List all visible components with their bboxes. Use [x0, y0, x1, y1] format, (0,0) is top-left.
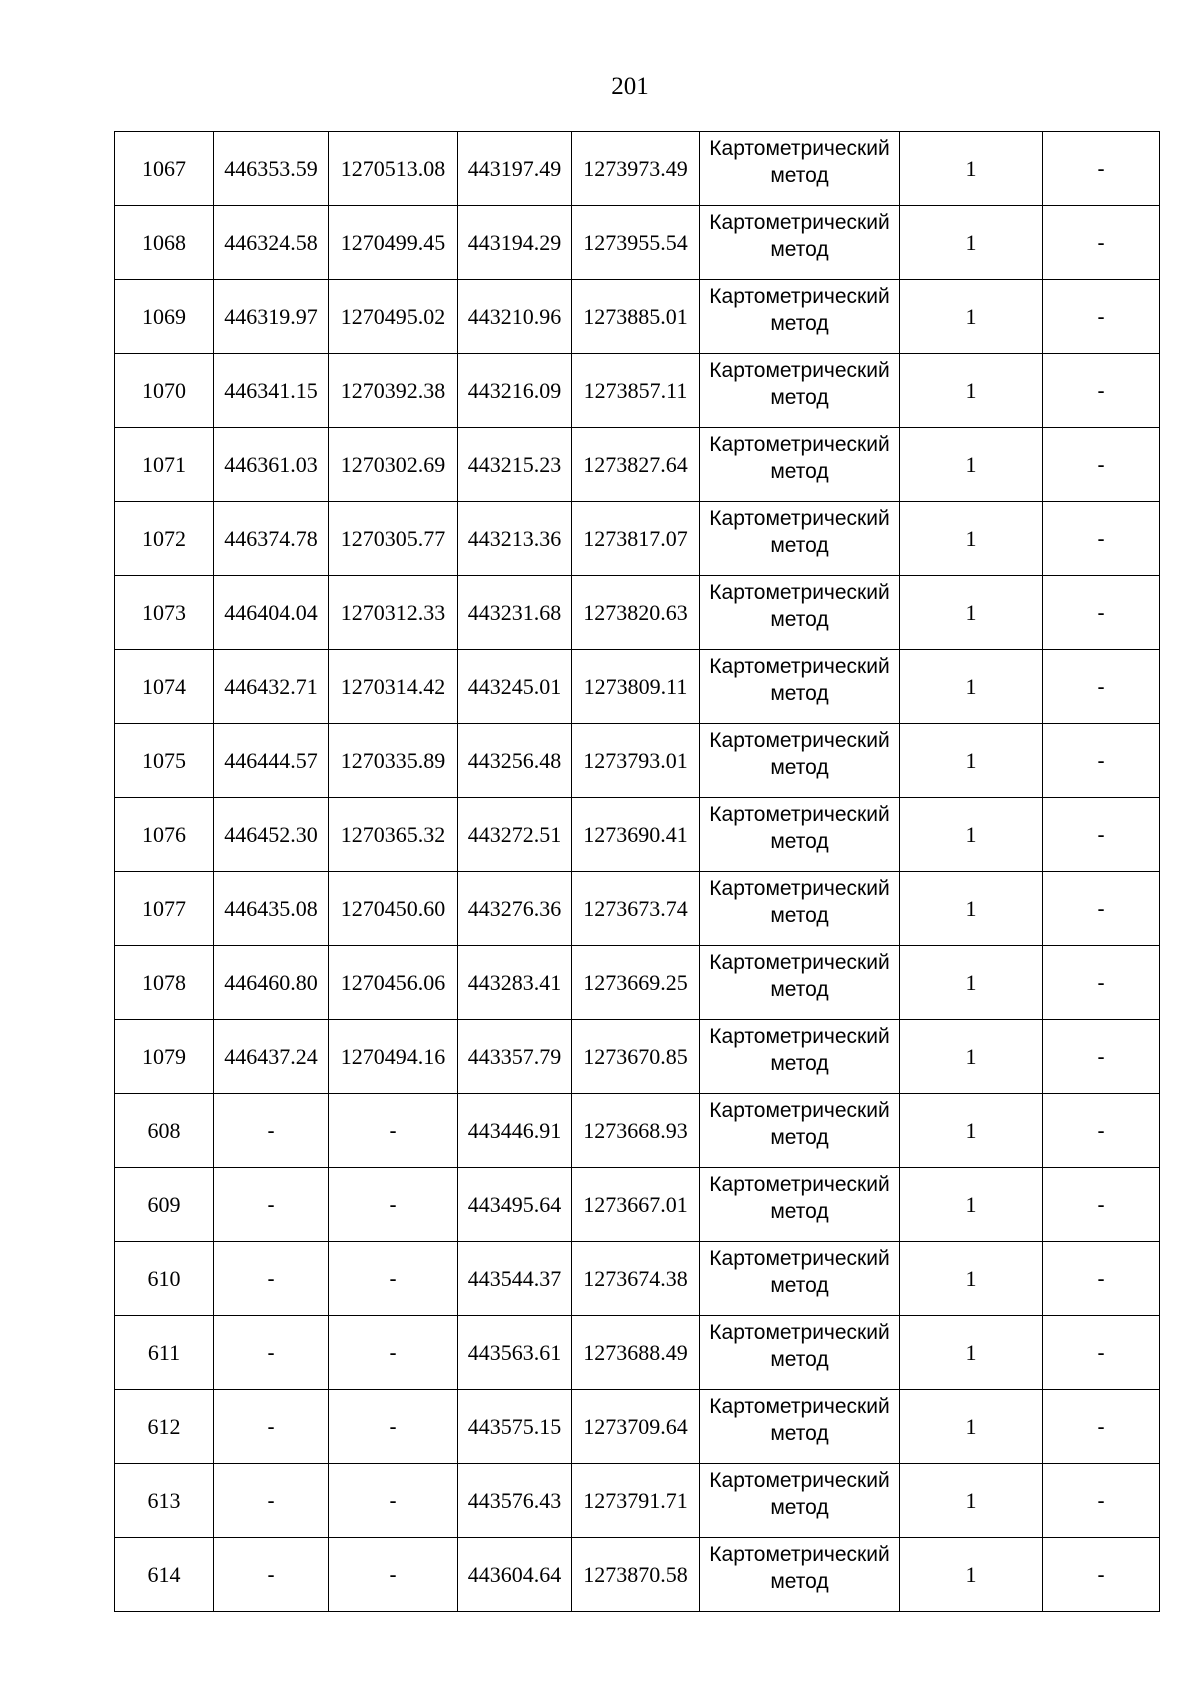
new-x-cell: 443215.23 — [458, 428, 572, 502]
accuracy-cell: 1 — [900, 946, 1043, 1020]
new-x-cell: 443563.61 — [458, 1316, 572, 1390]
old-x-cell: - — [214, 1242, 329, 1316]
table-row — [115, 1242, 1160, 1316]
old-y-cell: 1270365.32 — [329, 798, 458, 872]
new-y-cell: 1273674.38 — [572, 1242, 700, 1316]
accuracy-cell: 1 — [900, 132, 1043, 206]
accuracy-cell: 1 — [900, 724, 1043, 798]
note-cell: - — [1043, 1168, 1160, 1242]
table-body — [115, 132, 1160, 1612]
method-cell: Картометрический метод — [700, 1390, 900, 1464]
new-y-cell: 1273809.11 — [572, 650, 700, 724]
accuracy-cell: 1 — [900, 1538, 1043, 1612]
old-x-cell: - — [214, 1094, 329, 1168]
new-x-cell: 443245.01 — [458, 650, 572, 724]
new-x-cell: 443272.51 — [458, 798, 572, 872]
table-row — [115, 724, 1160, 798]
accuracy-cell: 1 — [900, 206, 1043, 280]
method-cell: Картометрический метод — [700, 428, 900, 502]
accuracy-cell: 1 — [900, 280, 1043, 354]
old-x-cell: 446324.58 — [214, 206, 329, 280]
old-y-cell: - — [329, 1094, 458, 1168]
table-row — [115, 1020, 1160, 1094]
accuracy-cell: 1 — [900, 1020, 1043, 1094]
old-y-cell: 1270450.60 — [329, 872, 458, 946]
note-cell: - — [1043, 1390, 1160, 1464]
point-number-cell: 609 — [115, 1168, 214, 1242]
old-x-cell: 446432.71 — [214, 650, 329, 724]
point-number-cell: 613 — [115, 1464, 214, 1538]
note-cell: - — [1043, 1242, 1160, 1316]
new-y-cell: 1273667.01 — [572, 1168, 700, 1242]
method-cell: Картометрический метод — [700, 798, 900, 872]
accuracy-cell: 1 — [900, 354, 1043, 428]
note-cell: - — [1043, 872, 1160, 946]
note-cell: - — [1043, 1538, 1160, 1612]
new-x-cell: 443446.91 — [458, 1094, 572, 1168]
old-x-cell: 446435.08 — [214, 872, 329, 946]
point-number-cell: 1067 — [115, 132, 214, 206]
point-number-cell: 1072 — [115, 502, 214, 576]
new-x-cell: 443213.36 — [458, 502, 572, 576]
old-y-cell: - — [329, 1464, 458, 1538]
old-y-cell: 1270499.45 — [329, 206, 458, 280]
point-number-cell: 1073 — [115, 576, 214, 650]
accuracy-cell: 1 — [900, 1168, 1043, 1242]
table-row — [115, 1390, 1160, 1464]
old-y-cell: 1270314.42 — [329, 650, 458, 724]
accuracy-cell: 1 — [900, 428, 1043, 502]
method-cell: Картометрический метод — [700, 1464, 900, 1538]
new-x-cell: 443544.37 — [458, 1242, 572, 1316]
old-x-cell: 446460.80 — [214, 946, 329, 1020]
new-y-cell: 1273793.01 — [572, 724, 700, 798]
method-cell: Картометрический метод — [700, 132, 900, 206]
new-x-cell: 443256.48 — [458, 724, 572, 798]
new-y-cell: 1273857.11 — [572, 354, 700, 428]
new-x-cell: 443283.41 — [458, 946, 572, 1020]
new-x-cell: 443197.49 — [458, 132, 572, 206]
note-cell: - — [1043, 724, 1160, 798]
table-row — [115, 428, 1160, 502]
note-cell: - — [1043, 428, 1160, 502]
method-cell: Картометрический метод — [700, 502, 900, 576]
old-y-cell: - — [329, 1168, 458, 1242]
method-cell: Картометрический метод — [700, 872, 900, 946]
point-number-cell: 611 — [115, 1316, 214, 1390]
new-y-cell: 1273870.58 — [572, 1538, 700, 1612]
accuracy-cell: 1 — [900, 502, 1043, 576]
method-cell: Картометрический метод — [700, 1242, 900, 1316]
table-row — [115, 650, 1160, 724]
old-x-cell: 446374.78 — [214, 502, 329, 576]
new-y-cell: 1273791.71 — [572, 1464, 700, 1538]
table-row — [115, 502, 1160, 576]
accuracy-cell: 1 — [900, 872, 1043, 946]
new-x-cell: 443495.64 — [458, 1168, 572, 1242]
table-row — [115, 206, 1160, 280]
note-cell: - — [1043, 280, 1160, 354]
accuracy-cell: 1 — [900, 1390, 1043, 1464]
new-x-cell: 443210.96 — [458, 280, 572, 354]
method-cell: Картометрический метод — [700, 576, 900, 650]
new-x-cell: 443604.64 — [458, 1538, 572, 1612]
point-number-cell: 610 — [115, 1242, 214, 1316]
old-y-cell: 1270312.33 — [329, 576, 458, 650]
note-cell: - — [1043, 502, 1160, 576]
old-x-cell: 446353.59 — [214, 132, 329, 206]
method-cell: Картометрический метод — [700, 1168, 900, 1242]
old-y-cell: - — [329, 1316, 458, 1390]
old-x-cell: 446319.97 — [214, 280, 329, 354]
new-x-cell: 443575.15 — [458, 1390, 572, 1464]
accuracy-cell: 1 — [900, 798, 1043, 872]
old-x-cell: - — [214, 1168, 329, 1242]
new-y-cell: 1273827.64 — [572, 428, 700, 502]
new-x-cell: 443216.09 — [458, 354, 572, 428]
table-row — [115, 1538, 1160, 1612]
old-x-cell: 446361.03 — [214, 428, 329, 502]
note-cell: - — [1043, 1020, 1160, 1094]
table-row — [115, 798, 1160, 872]
point-number-cell: 612 — [115, 1390, 214, 1464]
note-cell: - — [1043, 1316, 1160, 1390]
point-number-cell: 1077 — [115, 872, 214, 946]
old-y-cell: 1270392.38 — [329, 354, 458, 428]
point-number-cell: 1070 — [115, 354, 214, 428]
accuracy-cell: 1 — [900, 1316, 1043, 1390]
accuracy-cell: 1 — [900, 1464, 1043, 1538]
point-number-cell: 1069 — [115, 280, 214, 354]
new-y-cell: 1273885.01 — [572, 280, 700, 354]
note-cell: - — [1043, 132, 1160, 206]
new-y-cell: 1273955.54 — [572, 206, 700, 280]
table-row — [115, 354, 1160, 428]
note-cell: - — [1043, 206, 1160, 280]
old-x-cell: 446341.15 — [214, 354, 329, 428]
page-number: 201 — [611, 73, 649, 100]
accuracy-cell: 1 — [900, 1094, 1043, 1168]
new-y-cell: 1273820.63 — [572, 576, 700, 650]
old-x-cell: - — [214, 1316, 329, 1390]
accuracy-cell: 1 — [900, 576, 1043, 650]
old-y-cell: - — [329, 1538, 458, 1612]
table-row — [115, 132, 1160, 206]
new-y-cell: 1273817.07 — [572, 502, 700, 576]
method-cell: Картометрический метод — [700, 354, 900, 428]
point-number-cell: 1078 — [115, 946, 214, 1020]
table-row — [115, 280, 1160, 354]
note-cell: - — [1043, 354, 1160, 428]
old-x-cell: 446404.04 — [214, 576, 329, 650]
old-x-cell: 446437.24 — [214, 1020, 329, 1094]
old-y-cell: 1270513.08 — [329, 132, 458, 206]
new-y-cell: 1273673.74 — [572, 872, 700, 946]
old-y-cell: 1270495.02 — [329, 280, 458, 354]
accuracy-cell: 1 — [900, 1242, 1043, 1316]
old-x-cell: 446444.57 — [214, 724, 329, 798]
old-x-cell: - — [214, 1464, 329, 1538]
note-cell: - — [1043, 1464, 1160, 1538]
method-cell: Картометрический метод — [700, 280, 900, 354]
method-cell: Картометрический метод — [700, 724, 900, 798]
new-y-cell: 1273670.85 — [572, 1020, 700, 1094]
note-cell: - — [1043, 946, 1160, 1020]
new-y-cell: 1273668.93 — [572, 1094, 700, 1168]
old-y-cell: 1270302.69 — [329, 428, 458, 502]
table-row — [115, 1168, 1160, 1242]
point-number-cell: 614 — [115, 1538, 214, 1612]
new-x-cell: 443357.79 — [458, 1020, 572, 1094]
point-number-cell: 1071 — [115, 428, 214, 502]
table-row — [115, 946, 1160, 1020]
point-number-cell: 1079 — [115, 1020, 214, 1094]
method-cell: Картометрический метод — [700, 1020, 900, 1094]
new-x-cell: 443576.43 — [458, 1464, 572, 1538]
new-y-cell: 1273690.41 — [572, 798, 700, 872]
old-y-cell: 1270456.06 — [329, 946, 458, 1020]
method-cell: Картометрический метод — [700, 1316, 900, 1390]
old-x-cell: 446452.30 — [214, 798, 329, 872]
table-row — [115, 1464, 1160, 1538]
new-x-cell: 443194.29 — [458, 206, 572, 280]
note-cell: - — [1043, 798, 1160, 872]
table-row — [115, 576, 1160, 650]
point-number-cell: 1075 — [115, 724, 214, 798]
old-x-cell: - — [214, 1390, 329, 1464]
method-cell: Картометрический метод — [700, 650, 900, 724]
new-x-cell: 443276.36 — [458, 872, 572, 946]
new-y-cell: 1273973.49 — [572, 132, 700, 206]
point-number-cell: 1074 — [115, 650, 214, 724]
accuracy-cell: 1 — [900, 650, 1043, 724]
method-cell: Картометрический метод — [700, 946, 900, 1020]
note-cell: - — [1043, 576, 1160, 650]
old-y-cell: 1270335.89 — [329, 724, 458, 798]
point-number-cell: 1076 — [115, 798, 214, 872]
new-x-cell: 443231.68 — [458, 576, 572, 650]
table-row — [115, 1094, 1160, 1168]
method-cell: Картометрический метод — [700, 206, 900, 280]
method-cell: Картометрический метод — [700, 1538, 900, 1612]
note-cell: - — [1043, 1094, 1160, 1168]
coordinates-table — [114, 131, 1160, 1612]
table-row — [115, 1316, 1160, 1390]
note-cell: - — [1043, 650, 1160, 724]
new-y-cell: 1273709.64 — [572, 1390, 700, 1464]
new-y-cell: 1273669.25 — [572, 946, 700, 1020]
old-y-cell: - — [329, 1390, 458, 1464]
method-cell: Картометрический метод — [700, 1094, 900, 1168]
old-y-cell: 1270305.77 — [329, 502, 458, 576]
old-y-cell: 1270494.16 — [329, 1020, 458, 1094]
old-x-cell: - — [214, 1538, 329, 1612]
point-number-cell: 608 — [115, 1094, 214, 1168]
table-row — [115, 872, 1160, 946]
point-number-cell: 1068 — [115, 206, 214, 280]
old-y-cell: - — [329, 1242, 458, 1316]
new-y-cell: 1273688.49 — [572, 1316, 700, 1390]
